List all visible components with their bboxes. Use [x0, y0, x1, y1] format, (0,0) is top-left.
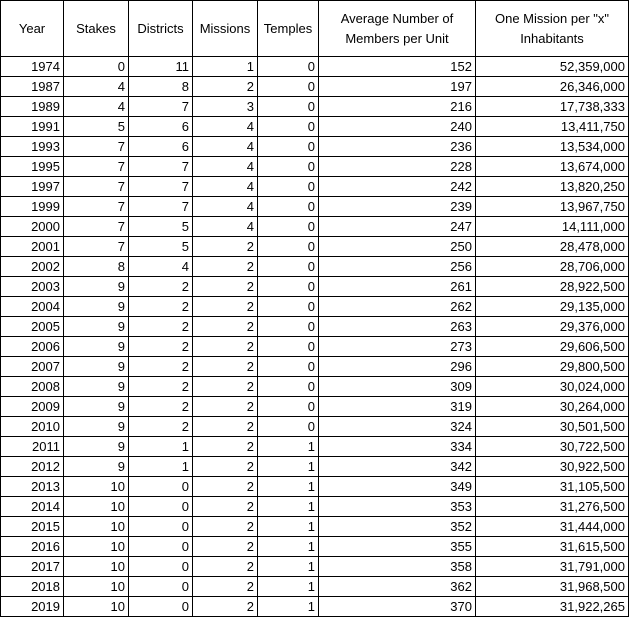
cell-year: 2009: [1, 397, 64, 417]
cell-average-number-of-members-per-unit: 273: [319, 337, 476, 357]
cell-average-number-of-members-per-unit: 239: [319, 197, 476, 217]
cell-missions: 4: [193, 117, 258, 137]
cell-year: 2015: [1, 517, 64, 537]
cell-districts: 2: [129, 317, 193, 337]
cell-stakes: 10: [64, 537, 129, 557]
cell-year: 2001: [1, 237, 64, 257]
cell-one-mission-per-x-inhabitants: 13,674,000: [476, 157, 629, 177]
cell-stakes: 9: [64, 337, 129, 357]
cell-stakes: 8: [64, 257, 129, 277]
cell-one-mission-per-x-inhabitants: 29,800,500: [476, 357, 629, 377]
table-row: [1, 437, 629, 457]
cell-one-mission-per-x-inhabitants: 30,264,000: [476, 397, 629, 417]
table-row: [1, 317, 629, 337]
cell-year: 2016: [1, 537, 64, 557]
cell-missions: 2: [193, 277, 258, 297]
cell-temples: 0: [258, 377, 319, 397]
cell-missions: 2: [193, 257, 258, 277]
cell-stakes: 10: [64, 597, 129, 617]
cell-average-number-of-members-per-unit: 296: [319, 357, 476, 377]
cell-temples: 0: [258, 197, 319, 217]
cell-stakes: 10: [64, 517, 129, 537]
table-row: [1, 477, 629, 497]
cell-year: 1974: [1, 57, 64, 77]
table-row: [1, 557, 629, 577]
table-row: [1, 597, 629, 617]
cell-stakes: 7: [64, 197, 129, 217]
cell-stakes: 5: [64, 117, 129, 137]
cell-year: 2007: [1, 357, 64, 377]
cell-temples: 1: [258, 477, 319, 497]
cell-temples: 0: [258, 217, 319, 237]
table-row: [1, 357, 629, 377]
cell-districts: 5: [129, 217, 193, 237]
cell-districts: 1: [129, 457, 193, 477]
cell-average-number-of-members-per-unit: 216: [319, 97, 476, 117]
cell-missions: 2: [193, 557, 258, 577]
cell-temples: 1: [258, 597, 319, 617]
cell-missions: 2: [193, 437, 258, 457]
cell-stakes: 9: [64, 277, 129, 297]
cell-average-number-of-members-per-unit: 262: [319, 297, 476, 317]
cell-missions: 2: [193, 537, 258, 557]
table-row: [1, 517, 629, 537]
cell-average-number-of-members-per-unit: 240: [319, 117, 476, 137]
cell-one-mission-per-x-inhabitants: 17,738,333: [476, 97, 629, 117]
cell-stakes: 9: [64, 297, 129, 317]
cell-year: 2010: [1, 417, 64, 437]
cell-temples: 0: [258, 157, 319, 177]
table-row: [1, 457, 629, 477]
cell-year: 2017: [1, 557, 64, 577]
cell-temples: 1: [258, 437, 319, 457]
cell-stakes: 7: [64, 177, 129, 197]
table-row: [1, 197, 629, 217]
cell-districts: 2: [129, 337, 193, 357]
cell-one-mission-per-x-inhabitants: 13,534,000: [476, 137, 629, 157]
cell-average-number-of-members-per-unit: 197: [319, 77, 476, 97]
cell-stakes: 9: [64, 437, 129, 457]
cell-one-mission-per-x-inhabitants: 28,922,500: [476, 277, 629, 297]
cell-missions: 2: [193, 357, 258, 377]
cell-missions: 2: [193, 397, 258, 417]
cell-temples: 1: [258, 517, 319, 537]
table-row: [1, 537, 629, 557]
cell-districts: 5: [129, 237, 193, 257]
cell-stakes: 0: [64, 57, 129, 77]
cell-stakes: 10: [64, 577, 129, 597]
cell-temples: 0: [258, 137, 319, 157]
cell-missions: 2: [193, 457, 258, 477]
cell-missions: 2: [193, 477, 258, 497]
cell-average-number-of-members-per-unit: 263: [319, 317, 476, 337]
cell-year: 2002: [1, 257, 64, 277]
table-row: [1, 397, 629, 417]
cell-year: 2008: [1, 377, 64, 397]
cell-missions: 2: [193, 597, 258, 617]
table-row: [1, 257, 629, 277]
cell-temples: 1: [258, 457, 319, 477]
cell-missions: 4: [193, 137, 258, 157]
table-header: [1, 1, 629, 57]
cell-stakes: 7: [64, 237, 129, 257]
cell-average-number-of-members-per-unit: 349: [319, 477, 476, 497]
column-header-average-number-of-members-per-unit: Average Number of Members per Unit: [319, 1, 476, 57]
cell-districts: 2: [129, 297, 193, 317]
cell-districts: 7: [129, 197, 193, 217]
cell-districts: 2: [129, 277, 193, 297]
cell-temples: 0: [258, 77, 319, 97]
table-row: [1, 57, 629, 77]
cell-temples: 1: [258, 577, 319, 597]
cell-missions: 2: [193, 337, 258, 357]
cell-one-mission-per-x-inhabitants: 26,346,000: [476, 77, 629, 97]
cell-average-number-of-members-per-unit: 236: [319, 137, 476, 157]
table-row: [1, 237, 629, 257]
cell-districts: 2: [129, 397, 193, 417]
table-row: [1, 117, 629, 137]
cell-districts: 7: [129, 97, 193, 117]
cell-average-number-of-members-per-unit: 355: [319, 537, 476, 557]
cell-missions: 4: [193, 217, 258, 237]
cell-year: 1993: [1, 137, 64, 157]
cell-year: 2004: [1, 297, 64, 317]
cell-temples: 0: [258, 357, 319, 377]
table-row: [1, 137, 629, 157]
cell-districts: 0: [129, 557, 193, 577]
cell-districts: 2: [129, 417, 193, 437]
cell-districts: 2: [129, 377, 193, 397]
cell-average-number-of-members-per-unit: 370: [319, 597, 476, 617]
cell-year: 1987: [1, 77, 64, 97]
table-body: [1, 57, 629, 617]
cell-one-mission-per-x-inhabitants: 13,820,250: [476, 177, 629, 197]
cell-average-number-of-members-per-unit: 242: [319, 177, 476, 197]
cell-stakes: 7: [64, 217, 129, 237]
cell-missions: 3: [193, 97, 258, 117]
cell-districts: 0: [129, 577, 193, 597]
column-header-districts: Districts: [129, 1, 193, 57]
cell-temples: 1: [258, 497, 319, 517]
cell-stakes: 10: [64, 497, 129, 517]
cell-temples: 1: [258, 557, 319, 577]
cell-year: 2005: [1, 317, 64, 337]
cell-districts: 0: [129, 477, 193, 497]
cell-year: 2018: [1, 577, 64, 597]
cell-missions: 2: [193, 377, 258, 397]
cell-missions: 2: [193, 237, 258, 257]
cell-one-mission-per-x-inhabitants: 52,359,000: [476, 57, 629, 77]
cell-year: 2003: [1, 277, 64, 297]
cell-districts: 0: [129, 597, 193, 617]
cell-one-mission-per-x-inhabitants: 29,606,500: [476, 337, 629, 357]
cell-year: 2014: [1, 497, 64, 517]
column-header-one-mission-per-x-inhabitants: One Mission per "x" Inhabitants: [476, 1, 629, 57]
cell-missions: 4: [193, 157, 258, 177]
cell-temples: 1: [258, 537, 319, 557]
header-row: [1, 1, 629, 57]
cell-temples: 0: [258, 397, 319, 417]
cell-year: 1991: [1, 117, 64, 137]
cell-temples: 0: [258, 257, 319, 277]
cell-one-mission-per-x-inhabitants: 31,791,000: [476, 557, 629, 577]
cell-average-number-of-members-per-unit: 256: [319, 257, 476, 277]
cell-stakes: 7: [64, 137, 129, 157]
cell-missions: 2: [193, 517, 258, 537]
table-row: [1, 157, 629, 177]
cell-districts: 8: [129, 77, 193, 97]
cell-average-number-of-members-per-unit: 358: [319, 557, 476, 577]
table-row: [1, 337, 629, 357]
cell-year: 2011: [1, 437, 64, 457]
cell-temples: 0: [258, 97, 319, 117]
cell-year: 2013: [1, 477, 64, 497]
cell-stakes: 10: [64, 477, 129, 497]
cell-missions: 2: [193, 297, 258, 317]
cell-temples: 0: [258, 297, 319, 317]
cell-one-mission-per-x-inhabitants: 29,376,000: [476, 317, 629, 337]
column-header-year: Year: [1, 1, 64, 57]
cell-average-number-of-members-per-unit: 152: [319, 57, 476, 77]
cell-districts: 11: [129, 57, 193, 77]
cell-temples: 0: [258, 317, 319, 337]
cell-average-number-of-members-per-unit: 250: [319, 237, 476, 257]
cell-average-number-of-members-per-unit: 334: [319, 437, 476, 457]
table-row: [1, 77, 629, 97]
cell-year: 1997: [1, 177, 64, 197]
cell-districts: 7: [129, 157, 193, 177]
cell-one-mission-per-x-inhabitants: 28,478,000: [476, 237, 629, 257]
cell-average-number-of-members-per-unit: 362: [319, 577, 476, 597]
cell-districts: 2: [129, 357, 193, 377]
column-header-stakes: Stakes: [64, 1, 129, 57]
column-header-missions: Missions: [193, 1, 258, 57]
cell-one-mission-per-x-inhabitants: 31,615,500: [476, 537, 629, 557]
cell-average-number-of-members-per-unit: 228: [319, 157, 476, 177]
cell-missions: 2: [193, 577, 258, 597]
cell-missions: 1: [193, 57, 258, 77]
cell-temples: 0: [258, 337, 319, 357]
cell-temples: 0: [258, 237, 319, 257]
cell-stakes: 9: [64, 457, 129, 477]
cell-year: 1999: [1, 197, 64, 217]
cell-average-number-of-members-per-unit: 247: [319, 217, 476, 237]
cell-districts: 6: [129, 117, 193, 137]
cell-stakes: 9: [64, 397, 129, 417]
cell-year: 1995: [1, 157, 64, 177]
cell-one-mission-per-x-inhabitants: 30,922,500: [476, 457, 629, 477]
cell-stakes: 9: [64, 417, 129, 437]
cell-average-number-of-members-per-unit: 352: [319, 517, 476, 537]
cell-missions: 2: [193, 417, 258, 437]
cell-average-number-of-members-per-unit: 319: [319, 397, 476, 417]
table-row: [1, 177, 629, 197]
table-row: [1, 277, 629, 297]
table-row: [1, 97, 629, 117]
table-row: [1, 497, 629, 517]
cell-districts: 0: [129, 537, 193, 557]
cell-one-mission-per-x-inhabitants: 28,706,000: [476, 257, 629, 277]
cell-one-mission-per-x-inhabitants: 30,501,500: [476, 417, 629, 437]
cell-temples: 0: [258, 177, 319, 197]
cell-one-mission-per-x-inhabitants: 31,444,000: [476, 517, 629, 537]
cell-missions: 4: [193, 197, 258, 217]
cell-one-mission-per-x-inhabitants: 31,922,265: [476, 597, 629, 617]
cell-stakes: 9: [64, 377, 129, 397]
cell-districts: 7: [129, 177, 193, 197]
cell-districts: 4: [129, 257, 193, 277]
cell-missions: 2: [193, 317, 258, 337]
table-row: [1, 377, 629, 397]
cell-districts: 0: [129, 517, 193, 537]
cell-stakes: 9: [64, 357, 129, 377]
cell-year: 1989: [1, 97, 64, 117]
cell-one-mission-per-x-inhabitants: 13,411,750: [476, 117, 629, 137]
cell-average-number-of-members-per-unit: 342: [319, 457, 476, 477]
cell-one-mission-per-x-inhabitants: 29,135,000: [476, 297, 629, 317]
cell-temples: 0: [258, 277, 319, 297]
cell-missions: 2: [193, 497, 258, 517]
table-row: [1, 417, 629, 437]
cell-temples: 0: [258, 117, 319, 137]
cell-average-number-of-members-per-unit: 261: [319, 277, 476, 297]
cell-districts: 1: [129, 437, 193, 457]
cell-stakes: 7: [64, 157, 129, 177]
cell-stakes: 4: [64, 77, 129, 97]
cell-year: 2019: [1, 597, 64, 617]
cell-stakes: 10: [64, 557, 129, 577]
cell-missions: 4: [193, 177, 258, 197]
cell-year: 2012: [1, 457, 64, 477]
cell-missions: 2: [193, 77, 258, 97]
cell-one-mission-per-x-inhabitants: 31,968,500: [476, 577, 629, 597]
cell-one-mission-per-x-inhabitants: 30,722,500: [476, 437, 629, 457]
table-row: [1, 577, 629, 597]
cell-average-number-of-members-per-unit: 309: [319, 377, 476, 397]
cell-stakes: 9: [64, 317, 129, 337]
cell-one-mission-per-x-inhabitants: 13,967,750: [476, 197, 629, 217]
cell-one-mission-per-x-inhabitants: 31,276,500: [476, 497, 629, 517]
cell-temples: 0: [258, 417, 319, 437]
cell-average-number-of-members-per-unit: 324: [319, 417, 476, 437]
cell-year: 2006: [1, 337, 64, 357]
table-row: [1, 297, 629, 317]
cell-stakes: 4: [64, 97, 129, 117]
cell-temples: 0: [258, 57, 319, 77]
cell-districts: 0: [129, 497, 193, 517]
column-header-temples: Temples: [258, 1, 319, 57]
cell-year: 2000: [1, 217, 64, 237]
cell-one-mission-per-x-inhabitants: 31,105,500: [476, 477, 629, 497]
cell-one-mission-per-x-inhabitants: 30,024,000: [476, 377, 629, 397]
cell-average-number-of-members-per-unit: 353: [319, 497, 476, 517]
cell-one-mission-per-x-inhabitants: 14,111,000: [476, 217, 629, 237]
cell-districts: 6: [129, 137, 193, 157]
table-row: [1, 217, 629, 237]
